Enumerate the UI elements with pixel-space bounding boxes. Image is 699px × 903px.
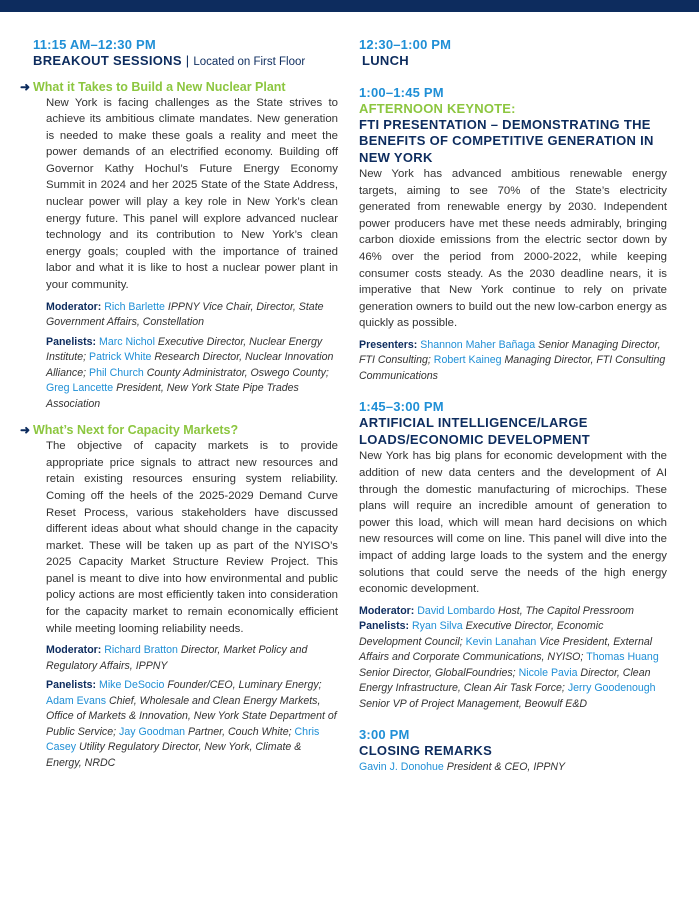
lunch-heading: LUNCH <box>362 53 409 68</box>
session-2-description: The objective of capacity markets is to provide appropriate price signals to attract new resources and retain existing resources ensuring system reliability. Coming off the heels of the 2025-2029 Demand Curve Reset Process, various stakeholders have discussed different ideas about what should change in the capacity market. These will be taken up as part of the NYISO’s 2025 Capacity Market Structure Review Project. This panel is meant to dive into how environmental and public policy actions are most efficiently taken into consideration for the capacity market to remain economically efficient while meeting looming reliability needs. <box>46 440 338 635</box>
session-1-description: New York is facing challenges as the State strives to achieve its ambitious climate mandates. New generation is needed to make these goals a reality and meet the power demands of an electrified economy. Building off Governor Kathy Hochul’s Future Energy Economy Summit in 2024 and her 2025 State of the State Address, nuclear power will play a key role in New York’s clean energy future. This panel will explore advanced nuclear technology and its contribution to New York’s clean energy goals; coupled with the importance of trained labor and what it is like to host a nuclear power plant in your community. <box>46 96 338 292</box>
panelist-name: Kevin Lanahan <box>465 635 537 648</box>
closing-speaker <box>359 760 667 776</box>
presenters-label: Presenters: <box>359 338 418 351</box>
panelist-title: Executive Director, Economic Development Council; <box>359 620 604 648</box>
panelists-label: Panelists: <box>46 679 97 692</box>
right-column <box>359 36 667 775</box>
keynote-description: New York has advanced ambitious renewable energy targets, aiming to see 70% of the State’s electricity generated from renewable energy by 2030. Independent power producers have met these needs admirably, bringing carbon dioxide emissions from the electric sector down by 46% over the period from 2000-2022, while keeping consumer costs steady. As the 2030 deadline nears, it is imperative that New York continue to rely on private generation owners to build out the new low-carbon energy as quickly as possible. <box>359 168 667 330</box>
presenter-name: Robert Kaineg <box>433 354 502 367</box>
panelist-title: Partner, Couch White; <box>187 725 292 738</box>
breakout-location: Located on First Floor <box>193 56 306 68</box>
moderator-label: Moderator: <box>359 604 415 617</box>
top-banner-bar <box>0 0 699 12</box>
panelist-title: Senior VP of Project Management, Beowulf E&D <box>359 697 588 710</box>
moderator-title: Director, Market Policy and Regulatory Affairs, IPPNY <box>46 644 308 672</box>
moderator-name: Rich Barlette <box>104 300 165 313</box>
panelist-title: County Administrator, Oswego County; <box>146 366 329 379</box>
panelist-name: Chris Casey <box>46 725 320 754</box>
moderator-name: David Lombardo <box>417 604 496 617</box>
panelist-name: Phil Church <box>89 366 144 379</box>
ai-session-panelists <box>359 619 667 712</box>
closing-time: 3:00 PM <box>359 727 410 743</box>
heading-separator: | <box>185 53 190 68</box>
ai-session-title: ARTIFICIAL INTELLIGENCE/LARGE LOADS/ECONOMIC DEVELOPMENT <box>359 415 590 447</box>
speaker-title: President & CEO, IPPNY <box>446 760 566 773</box>
panelist-title: Director, Clean Energy Infrastructure, Clean Air Task Force; <box>359 666 651 695</box>
panelist-name: Adam Evans <box>46 694 107 707</box>
ai-session-moderator <box>359 604 667 620</box>
presenter-title: Managing Director, FTI Consulting Communications <box>359 354 666 382</box>
panelist-title: Senior Director, GlobalFoundries; <box>359 666 516 679</box>
moderator-label: Moderator: <box>46 644 102 657</box>
ai-session-time: 1:45–3:00 PM <box>359 399 444 415</box>
session-1-panelists <box>46 335 338 413</box>
closing-heading: CLOSING REMARKS <box>359 743 493 759</box>
breakout-heading <box>33 53 338 71</box>
panelist-name: Ryan Silva <box>412 620 463 633</box>
chevron-right-icon: ➜ <box>20 79 31 94</box>
session-2-title <box>20 422 338 438</box>
panelist-title: President, New York State Pipe Trades Association <box>46 382 299 410</box>
keynote-time: 1:00–1:45 PM <box>359 84 444 100</box>
left-column <box>20 36 338 771</box>
panelist-title: Founder/CEO, Luminary Energy; <box>167 679 322 692</box>
chevron-right-icon: ➜ <box>20 423 31 438</box>
panelists-label: Panelists: <box>359 620 410 633</box>
keynote-presenters <box>359 338 667 385</box>
panelist-title: Vice President, External Affairs and Corporate Communications, NYISO; <box>359 635 653 664</box>
session-1-moderator <box>46 300 338 331</box>
panelist-title: Executive Director, Nuclear Energy Institute; <box>46 335 323 364</box>
session-2-title-text: What’s Next for Capacity Markets? <box>33 423 239 438</box>
ai-session-description: New York has big plans for economic development with the addition of new data centers and the development of AI through the domestic manufacturing of microchips. These plans will require an incredible amount of generation to power this load, which will mean hard decisions on which new resources will come on line. This panel will dive into the impact of adding large loads to the system and the energy solutions that could serve the needs of the high energy economic development. <box>359 450 667 596</box>
panelist-title: Chief, Wholesale and Clean Energy Markets, Office of Markets & Innovation, New York State Department of Public Service; <box>46 694 337 738</box>
panelist-title: Utility Regulatory Director, New York, Climate & Energy, NRDC <box>46 741 302 769</box>
moderator-title: IPPNY Vice Chair, Director, State Government Affairs, Constellation <box>46 300 324 329</box>
moderator-label: Moderator: <box>46 300 102 313</box>
keynote-label: AFTERNOON KEYNOTE: <box>359 100 516 116</box>
panelist-name: Jerry Goodenough <box>567 682 656 695</box>
session-2-moderator <box>46 643 338 674</box>
panelist-name: Nicole Pavia <box>518 666 578 679</box>
lunch-time: 12:30–1:00 PM <box>359 37 452 52</box>
presenter-name: Shannon Maher Bañaga <box>420 338 536 351</box>
panelists-label: Panelists: <box>46 335 97 348</box>
panelist-name: Marc Nichol <box>99 335 155 348</box>
session-2-panelists <box>46 678 338 771</box>
panelist-title: Research Director, Nuclear Innovation Alliance; <box>46 351 334 379</box>
presenter-title: Senior Managing Director, FTI Consulting; <box>359 338 661 367</box>
breakout-time: 11:15 AM–12:30 PM <box>33 37 156 52</box>
speaker-name: Gavin J. Donohue <box>359 760 444 773</box>
moderator-title: Host, The Capitol Pressroom <box>497 604 634 617</box>
panelist-name: Greg Lancette <box>46 382 114 395</box>
session-1-title-text: What it Takes to Build a New Nuclear Plant <box>33 79 286 94</box>
moderator-name: Richard Bratton <box>104 644 178 657</box>
panelist-name: Mike DeSocio <box>99 679 165 692</box>
keynote-title: FTI PRESENTATION – DEMONSTRATING THE BENEFITS OF COMPETITIVE GENERATION IN NEW YORK <box>359 116 654 165</box>
session-1-title <box>20 79 338 95</box>
panelist-name: Thomas Huang <box>586 651 659 664</box>
breakout-label: BREAKOUT SESSIONS <box>33 53 182 68</box>
panelist-name: Patrick White <box>89 351 152 364</box>
panelist-name: Jay Goodman <box>119 725 185 738</box>
